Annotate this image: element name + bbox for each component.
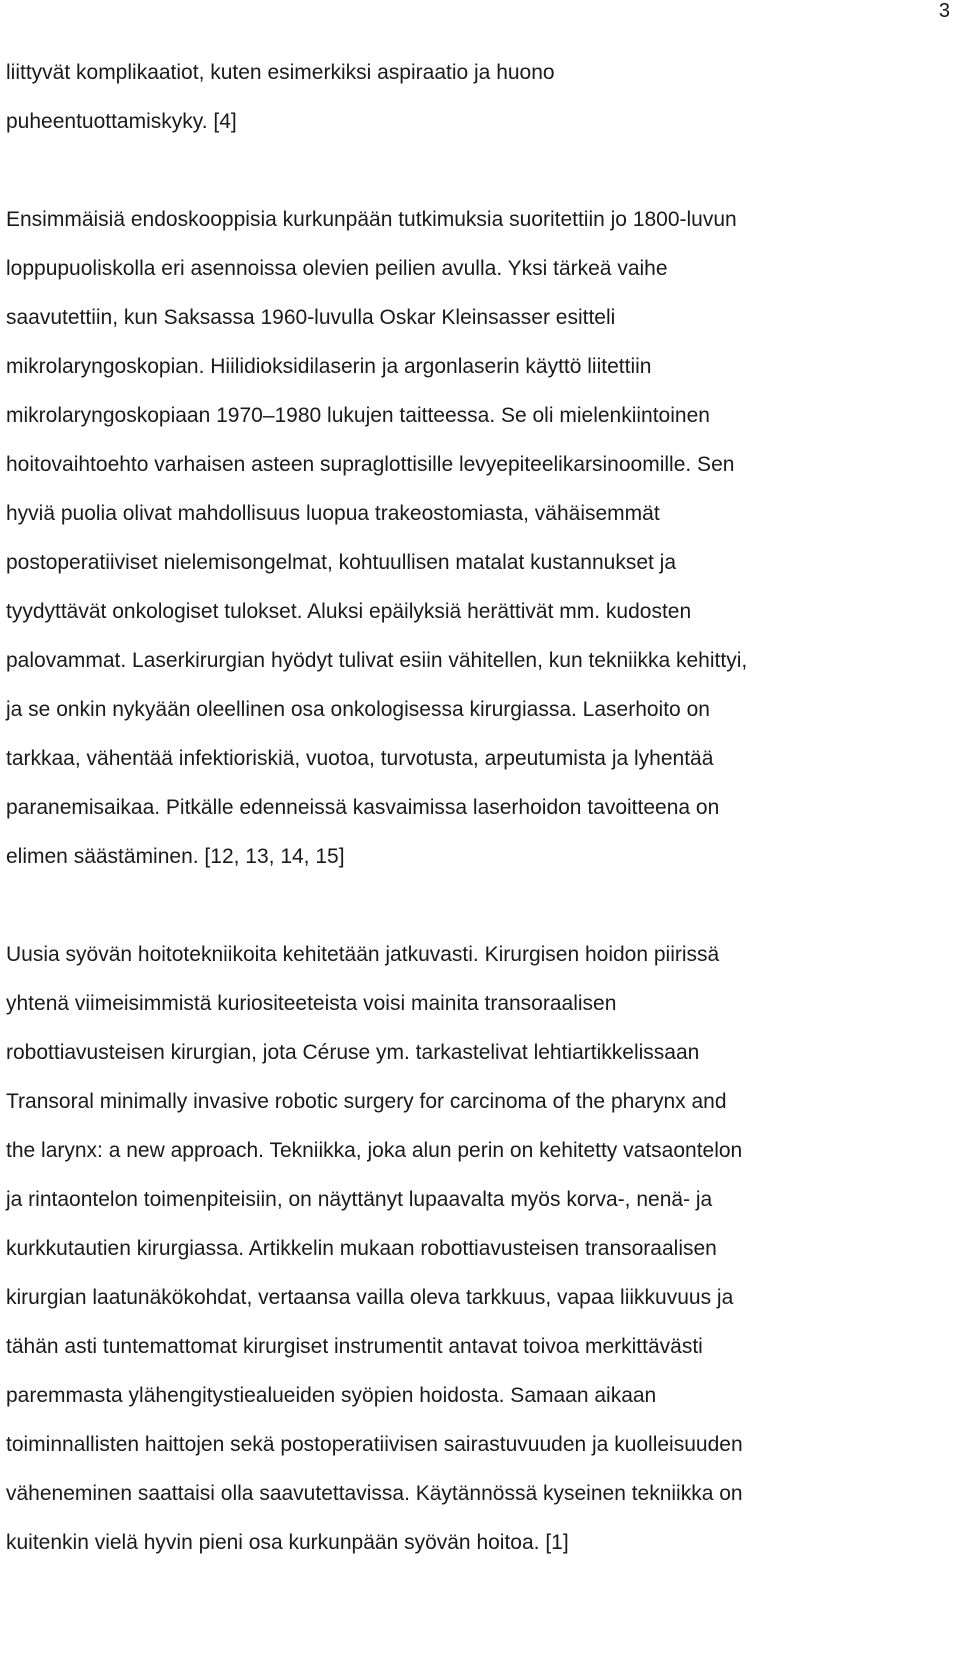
paragraph-1 bbox=[6, 48, 946, 146]
text-line: tarkkaa, vähentää infektioriskiä, vuotoa, turvotusta, arpeutumista ja lyhentää bbox=[6, 747, 714, 770]
text-line: kuitenkin vielä hyvin pieni osa kurkunpään syövän hoitoa. [1] bbox=[6, 1531, 569, 1554]
paragraph-3 bbox=[6, 930, 946, 1567]
text-line: tähän asti tuntemattomat kirurgiset instrumentit antavat toivoa merkittävästi bbox=[6, 1335, 703, 1358]
text-line: Ensimmäisiä endoskooppisia kurkunpään tutkimuksia suoritettiin jo 1800-luvun bbox=[6, 208, 737, 231]
document-body bbox=[6, 48, 946, 1567]
paragraph-gap bbox=[6, 146, 946, 195]
text-line: hyviä puolia olivat mahdollisuus luopua trakeostomiasta, vähäisemmät bbox=[6, 502, 660, 525]
text-line: loppupuoliskolla eri asennoissa olevien peilien avulla. Yksi tärkeä vaihe bbox=[6, 257, 668, 280]
text-line: elimen säästäminen. [12, 13, 14, 15] bbox=[6, 845, 345, 868]
paragraph-2 bbox=[6, 195, 946, 881]
text-line: robottiavusteisen kirurgian, jota Céruse ym. tarkastelivat lehtiartikkelissaan bbox=[6, 1041, 700, 1064]
text-line: puheentuottamiskyky. [4] bbox=[6, 110, 237, 133]
text-line: yhtenä viimeisimmistä kuriositeeteista voisi mainita transoraalisen bbox=[6, 992, 617, 1015]
text-line: paranemisaikaa. Pitkälle edenneissä kasvaimissa laserhoidon tavoitteena on bbox=[6, 796, 720, 819]
text-line: palovammat. Laserkirurgian hyödyt tulivat esiin vähitellen, kun tekniikka kehittyi, bbox=[6, 649, 748, 672]
text-line: kirurgian laatunäkökohdat, vertaansa vailla oleva tarkkuus, vapaa liikkuvuus ja bbox=[6, 1286, 734, 1309]
text-line: ja se onkin nykyään oleellinen osa onkologisessa kirurgiassa. Laserhoito on bbox=[6, 698, 710, 721]
text-line: the larynx: a new approach. Tekniikka, joka alun perin on kehitetty vatsaontelon bbox=[6, 1139, 743, 1162]
text-line: toiminnallisten haittojen sekä postoperatiivisen sairastuvuuden ja kuolleisuuden bbox=[6, 1433, 743, 1456]
page-number: 3 bbox=[938, 0, 950, 22]
text-line: mikrolaryngoskopiaan 1970–1980 lukujen taitteessa. Se oli mielenkiintoinen bbox=[6, 404, 710, 427]
text-line: paremmasta ylähengitystiealueiden syöpien hoidosta. Samaan aikaan bbox=[6, 1384, 657, 1407]
text-line: tyydyttävät onkologiset tulokset. Aluksi epäilyksiä herättivät mm. kudosten bbox=[6, 600, 692, 623]
text-line: Uusia syövän hoitotekniikoita kehitetään jatkuvasti. Kirurgisen hoidon piirissä bbox=[6, 943, 720, 966]
text-line: kurkkutautien kirurgiassa. Artikkelin mukaan robottiavusteisen transoraalisen bbox=[6, 1237, 717, 1260]
text-line: mikrolaryngoskopian. Hiilidioksidilaserin ja argonlaserin käyttö liitettiin bbox=[6, 355, 652, 378]
paragraph-gap bbox=[6, 881, 946, 930]
text-line: hoitovaihtoehto varhaisen asteen supraglottisille levyepiteelikarsinoomille. Sen bbox=[6, 453, 735, 476]
text-line: liittyvät komplikaatiot, kuten esimerkiksi aspiraatio ja huono bbox=[6, 61, 555, 84]
text-line: ja rintaontelon toimenpiteisiin, on näyttänyt lupaavalta myös korva-, nenä- ja bbox=[6, 1188, 713, 1211]
text-line: postoperatiiviset nielemisongelmat, kohtuullisen matalat kustannukset ja bbox=[6, 551, 677, 574]
text-line: saavutettiin, kun Saksassa 1960-luvulla Oskar Kleinsasser esitteli bbox=[6, 306, 616, 329]
text-line: väheneminen saattaisi olla saavutettavissa. Käytännössä kyseinen tekniikka on bbox=[6, 1482, 743, 1505]
text-line: Transoral minimally invasive robotic surgery for carcinoma of the pharynx and bbox=[6, 1090, 727, 1113]
